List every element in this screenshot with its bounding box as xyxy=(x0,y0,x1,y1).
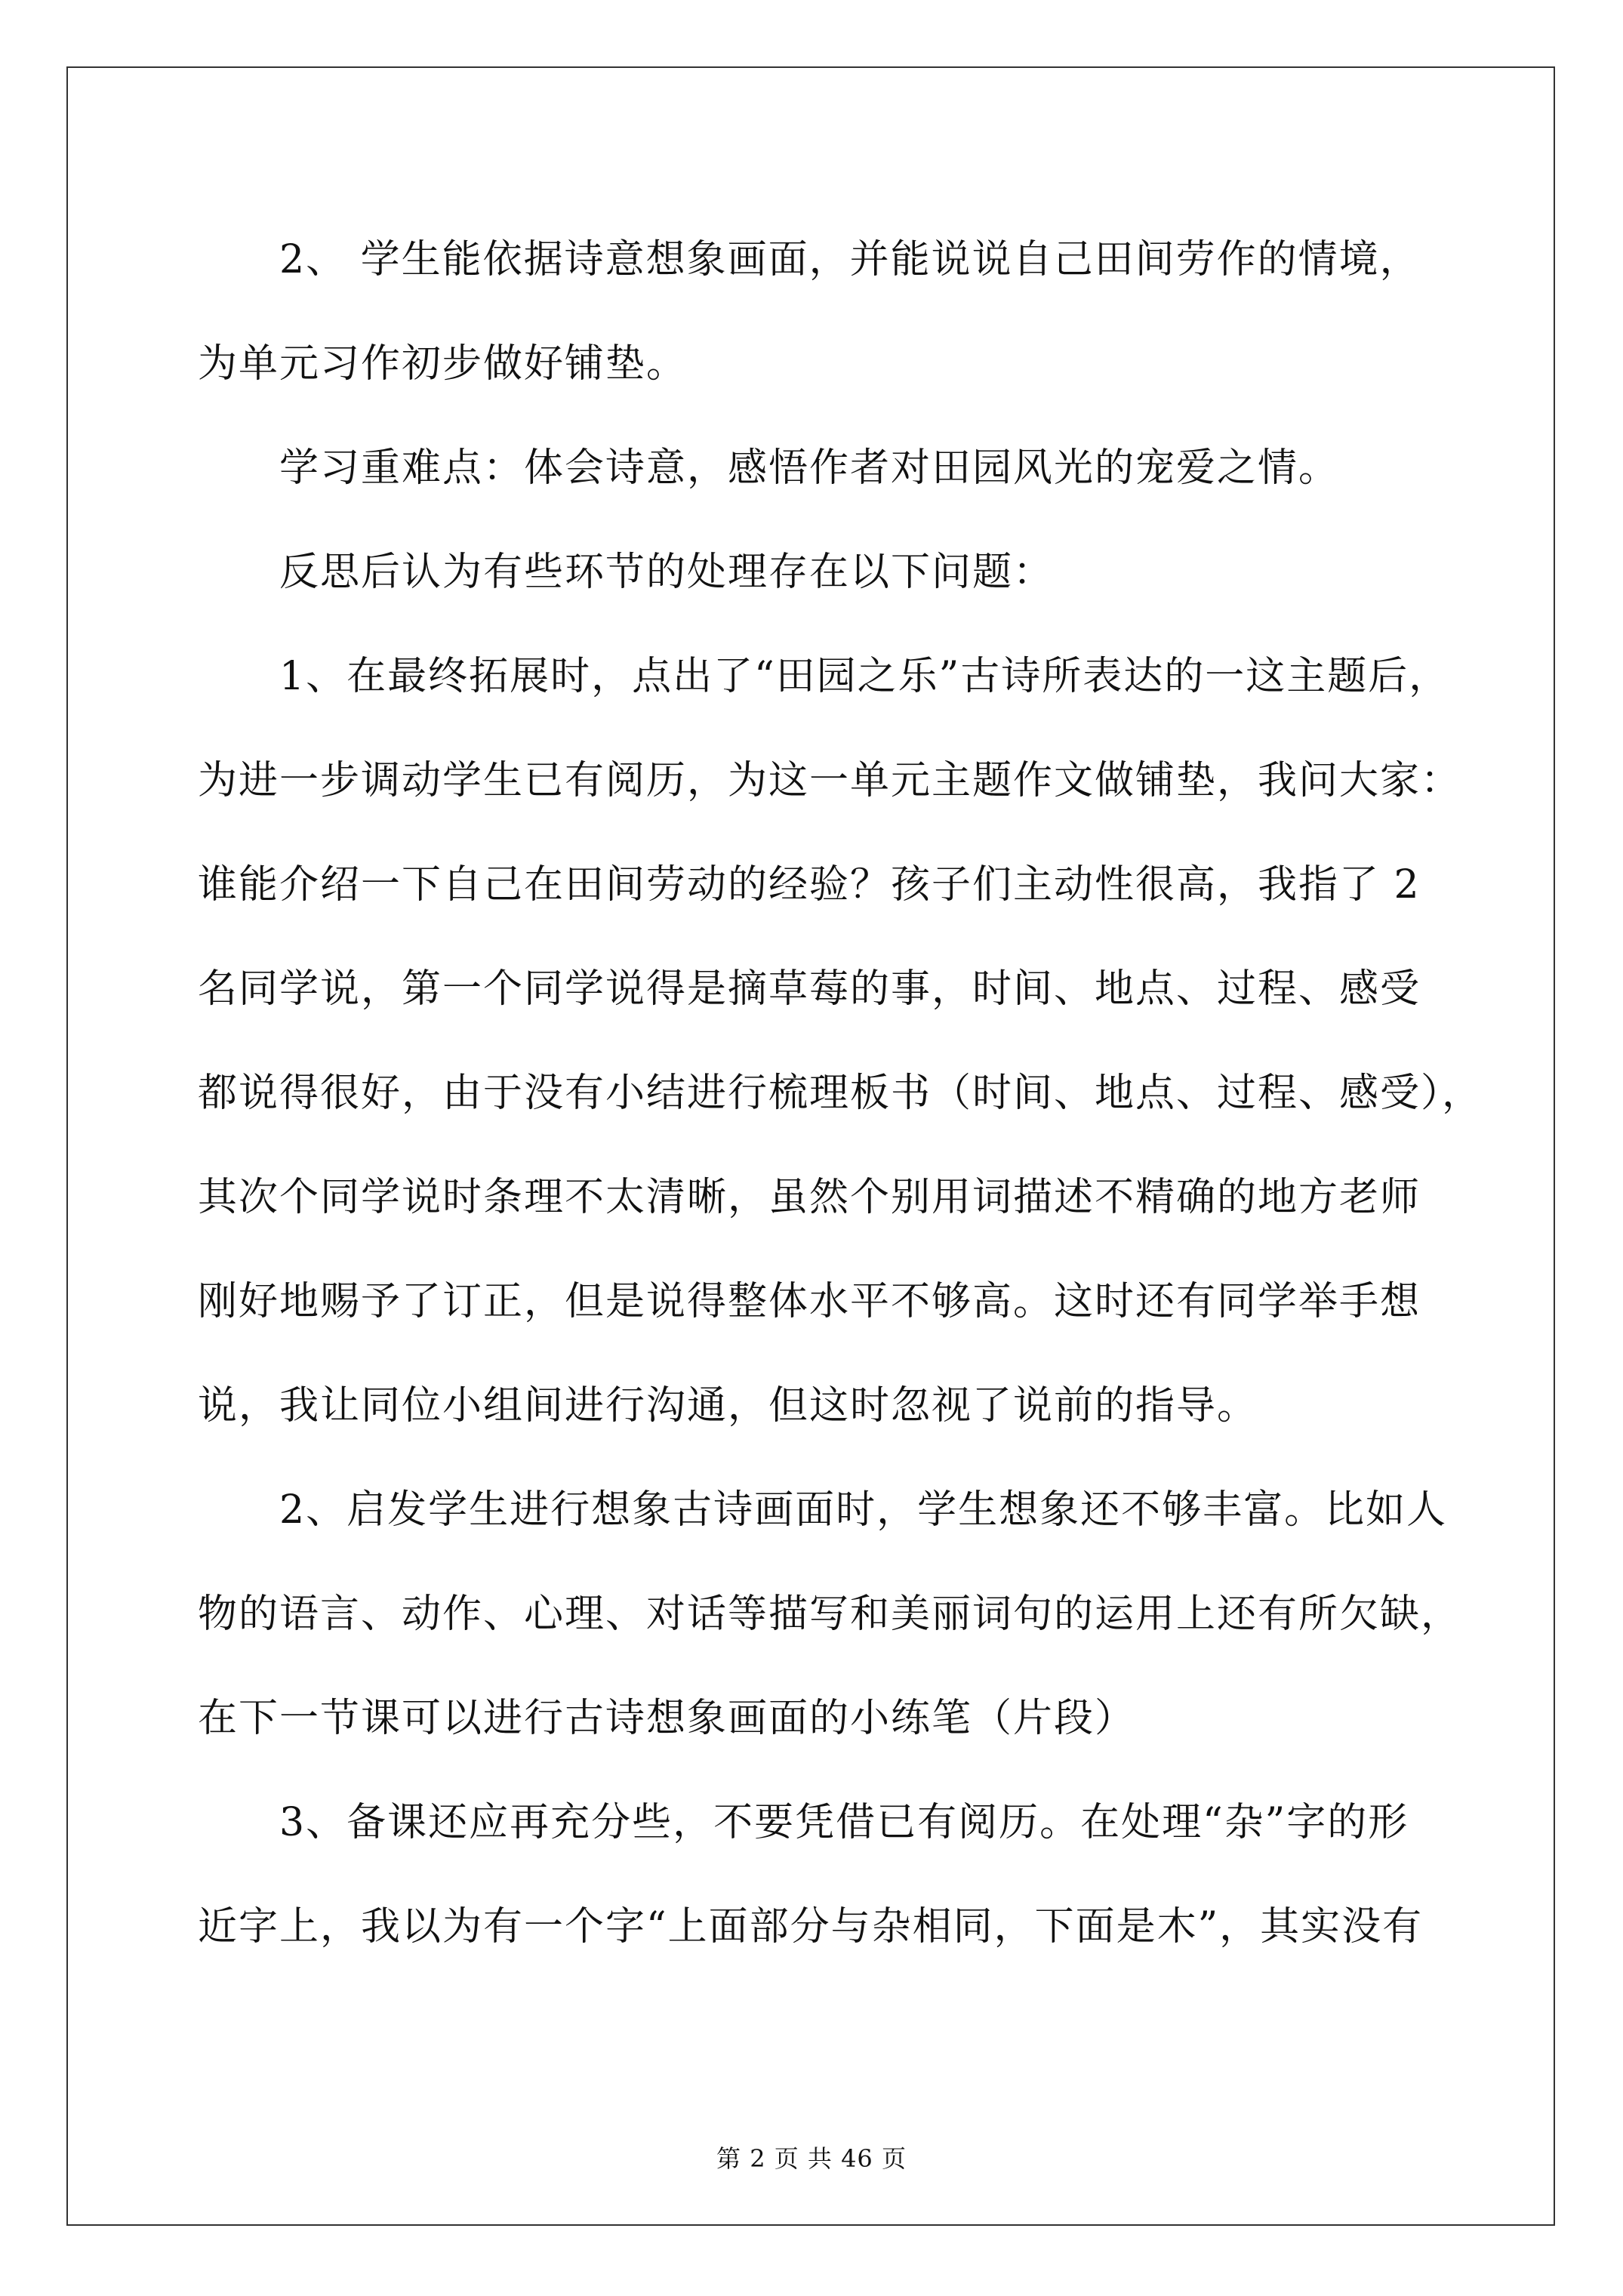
text-line: 刚好地赐予了订正，但是说得整体水平不够高。这时还有同学举手想 xyxy=(198,1279,1421,1324)
text-line: 名同学说，第一个同学说得是摘草莓的事，时间、地点、过程、感受 xyxy=(198,966,1421,1012)
text-line: 在下一节课可以进行古诗想象画面的小练笔（片段） xyxy=(198,1696,1136,1741)
text-line: 都说得很好，由于没有小结进行梳理板书（时间、地点、过程、感受）， xyxy=(198,1071,1483,1116)
text-line: 反思后认为有些环节的处理存在以下问题： xyxy=(279,550,1055,595)
text-line: 说，我让同位小组间进行沟通，但这时忽视了说前的指导。 xyxy=(198,1383,1258,1428)
page-number-footer: 第 2 页 共 46 页 xyxy=(716,2144,907,2173)
text-line: 1、在最终拓展时，点出了“田园之乐”古诗所表达的一这主题后， xyxy=(279,654,1450,699)
text-line: 为单元习作初步做好铺垫。 xyxy=(198,341,688,387)
text-line: 近字上，我以为有一个字“上面部分与杂相同，下面是木”，其实没有 xyxy=(198,1904,1424,1949)
text-line: 为进一步调动学生已有阅历，为这一单元主题作文做铺垫，我问大家： xyxy=(198,758,1462,803)
text-line: 2、启发学生进行想象古诗画面时，学生想象还不够丰富。比如人 xyxy=(279,1487,1448,1533)
text-line: 2、 学生能依据诗意想象画面，并能说说自己田间劳作的情境， xyxy=(279,237,1421,282)
document-body xyxy=(198,208,1483,1979)
text-line: 谁能介绍一下自己在田间劳动的经验？孩子们主动性很高，我指了 2 xyxy=(198,862,1421,908)
text-line: 学习重难点：体会诗意，感悟作者对田园风光的宠爱之情。 xyxy=(279,445,1340,491)
text-line: 其次个同学说时条理不太清晰，虽然个别用词描述不精确的地方老师 xyxy=(198,1175,1421,1220)
text-line: 物的语言、动作、心理、对话等描写和美丽词句的运用上还有所欠缺， xyxy=(198,1592,1462,1637)
text-line: 3、备课还应再充分些，不要凭借已有阅历。在处理“杂”字的形 xyxy=(279,1800,1409,1845)
